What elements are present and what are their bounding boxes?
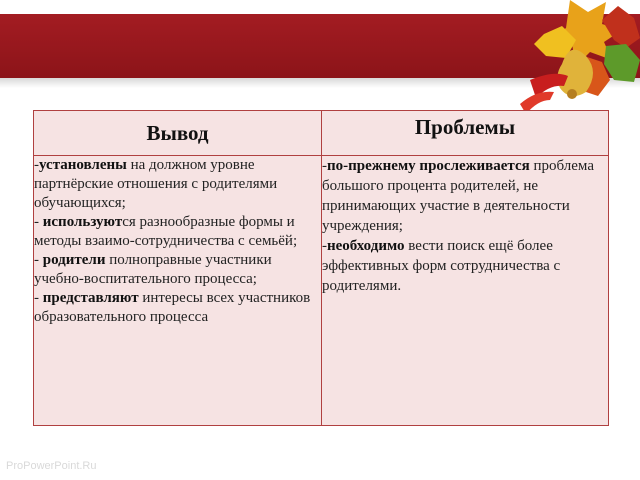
list-item: -установлены на должном уровне партнёрские отношения с родителями обучающихся; <box>34 157 278 211</box>
item-keyword: используют <box>42 214 123 230</box>
item-text: ся разнообразные формы и методы взаимо-сотрудничества с семьёй; <box>34 214 298 249</box>
list-item: -необходимо вести поиск ещё более эффективных форм сотрудничества с родителями. <box>322 238 561 294</box>
header-problems-cell <box>322 111 609 156</box>
header-conclusion: Вывод <box>146 121 209 145</box>
item-keyword: по-прежнему прослеживается <box>327 158 530 174</box>
item-text: на должном уровне партнёрские отношения с родителями обучающихся; <box>34 157 278 211</box>
header-conclusion-cell <box>34 111 322 156</box>
list-item: - используются разнообразные формы и методы взаимо-сотрудничества с семьёй; <box>34 214 298 249</box>
problems-list <box>322 156 609 426</box>
item-keyword: представляют <box>42 290 139 306</box>
list-item: - родители полноправные участники учебно-воспитательного процесса; <box>34 252 272 287</box>
header-problems: Проблемы <box>414 115 516 139</box>
item-keyword: родители <box>42 252 106 268</box>
conclusion-table <box>33 110 609 426</box>
item-text: проблема большого процента родителей, не принимающих участие в деятельности учреждения; <box>322 158 594 234</box>
list-item: - представляют интересы всех участников образовательного процесса <box>34 290 311 325</box>
item-text: полноправные участники учебно-воспитательного процесса; <box>34 252 272 287</box>
item-text: вести поиск ещё более эффективных форм сотрудничества с родителями. <box>322 238 561 294</box>
conclusion-list <box>34 156 322 426</box>
watermark: ProPowerPoint.Ru <box>6 460 97 472</box>
list-item: -по-прежнему прослеживается проблема большого процента родителей, не принимающих участие в деятельности учреждения; <box>322 158 594 234</box>
item-text: интересы всех участников образовательного процесса <box>34 290 311 325</box>
autumn-leaves-bell-icon <box>510 0 640 120</box>
item-keyword: установлены <box>39 157 127 173</box>
item-keyword: необходимо <box>327 238 405 254</box>
